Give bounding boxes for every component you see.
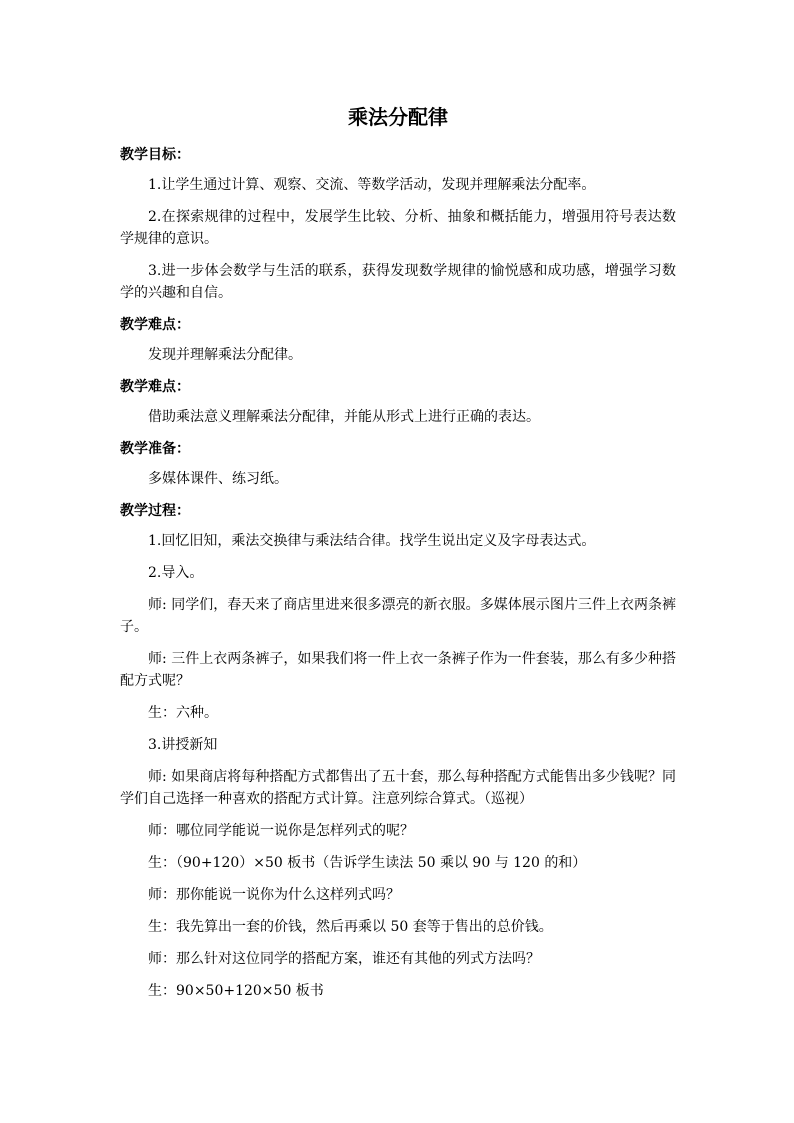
process-item-8: 师：哪位同学能说一说你是怎样列式的呢？ [148,823,414,839]
process-item-9: 生：（90+120）×50 板书（告诉学生读法 50 乘以 90 与 120 的和） [148,855,587,871]
process-item-6: 3.讲授新知 [148,737,218,753]
process-item-13: 生：90×50+120×50 板书 [148,983,324,999]
process-item-3: 师: 同学们，春天来了商店里进来很多漂亮的新衣服。多媒体展示图片三件上衣两条裤子。 [120,597,676,635]
difficulty-2-text: 借助乘法意义理解乘法分配律，并能从形式上进行正确的表达。 [148,409,540,425]
process-item-1: 1.回忆旧知，乘法交换律与乘法结合律。找学生说出定义及字母表达式。 [148,533,596,549]
process-item-5: 生：六种。 [148,705,218,721]
process-item-10: 师：那你能说一说你为什么这样列式吗？ [148,887,400,903]
document-title: 乘法分配律 [348,105,448,129]
process-item-7: 师: 如果商店将每种搭配方式都售出了五十套，那么每种搭配方式能售出多少钱呢？同学们自己选择一种喜欢的搭配方式计算。注意列综合算式。（巡视） [120,769,676,807]
difficulty-1-text: 发现并理解乘法分配律。 [148,347,302,363]
section-heading-difficulty-2: 教学难点： [120,379,190,395]
section-heading-goals: 教学目标： [120,147,190,163]
goal-item-1: 1.让学生通过计算、观察、交流、等数学活动，发现并理解乘法分配率。 [148,177,596,193]
process-item-12: 师：那么针对这位同学的搭配方案，谁还有其他的列式方法吗？ [148,951,540,967]
process-item-4: 师: 三件上衣两条裤子，如果我们将一件上衣一条裤子作为一件套装，那么有多少种搭配方式呢？ [120,651,676,689]
section-heading-process: 教学过程： [120,503,190,519]
process-item-11: 生：我先算出一套的价钱，然后再乘以 50 套等于售出的总价钱。 [148,919,553,935]
goal-item-2: 2.在探索规律的过程中，发展学生比较、分析、抽象和概括能力，增强用符号表达数学规律的意识。 [120,209,676,247]
section-heading-difficulty-1: 教学难点： [120,317,190,333]
process-item-2: 2.导入。 [148,565,204,581]
prep-text: 多媒体课件、练习纸。 [148,471,288,487]
section-heading-prep: 教学准备： [120,441,190,457]
document-page [120,100,676,1012]
goal-item-3: 3.进一步体会数学与生活的联系，获得发现数学规律的愉悦感和成功感，增强学习数学的兴趣和自信。 [120,263,676,301]
